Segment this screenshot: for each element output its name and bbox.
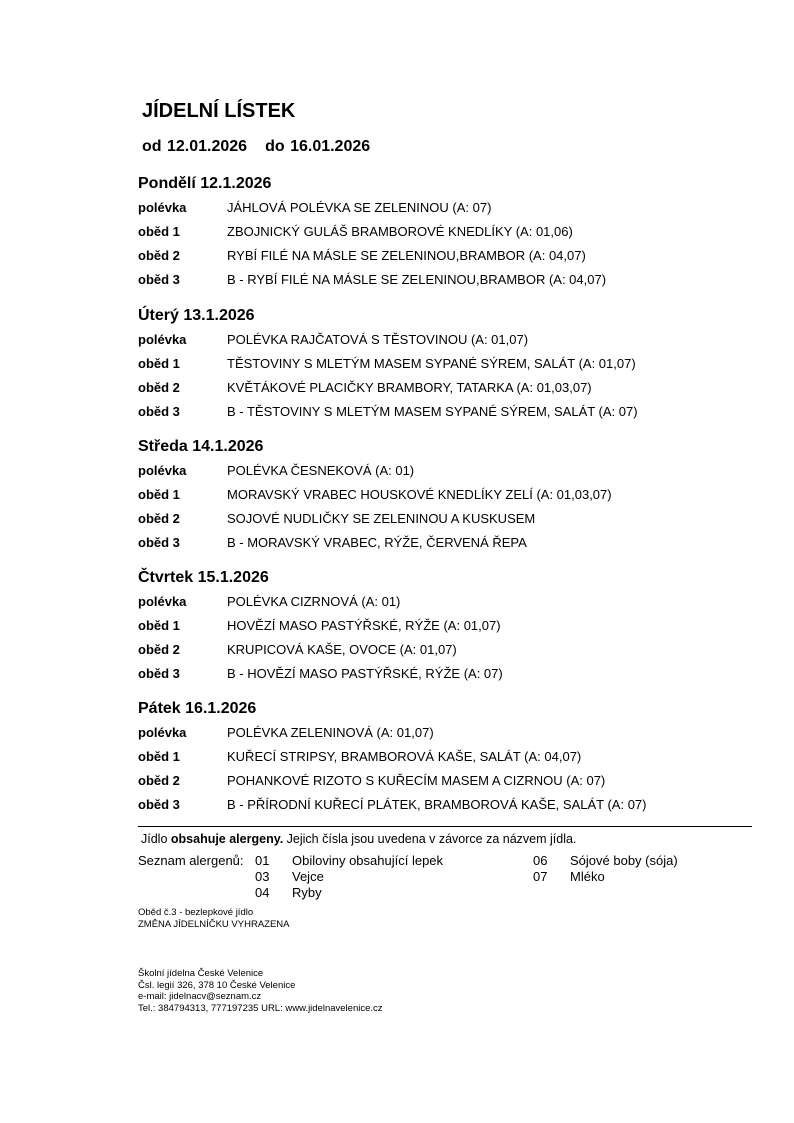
meal-label: oběd 3	[138, 404, 180, 419]
meal-name: KUŘECÍ STRIPSY, BRAMBOROVÁ KAŠE, SALÁT (A: 04,07)	[227, 749, 582, 764]
meal-name: POLÉVKA RAJČATOVÁ S TĚSTOVINOU (A: 01,07)	[227, 332, 529, 347]
menu-row	[138, 773, 778, 797]
footer-line: e-mail: jidelnacv@seznam.cz	[138, 991, 262, 1002]
date-from: od 12.01.2026	[142, 138, 248, 155]
menu-row	[138, 248, 778, 272]
meal-name: B - HOVĚZÍ MASO PASTÝŘSKÉ, RÝŽE (A: 07)	[227, 666, 503, 681]
meal-name: JÁHLOVÁ POLÉVKA SE ZELENINOU (A: 07)	[227, 200, 492, 215]
meal-label: polévka	[138, 332, 187, 347]
allergen-item	[255, 869, 324, 885]
meal-label: oběd 3	[138, 797, 180, 812]
remark-line: ZMĚNA JÍDELNÍČKU VYHRAZENA	[138, 918, 290, 930]
meal-name: POLÉVKA ZELENINOVÁ (A: 01,07)	[227, 725, 434, 740]
menu-row	[138, 535, 778, 559]
meal-name: B - RYBÍ FILÉ NA MÁSLE SE ZELENINOU,BRAMBOR (A: 04,07)	[227, 272, 607, 287]
menu-row	[138, 511, 778, 535]
meal-label: oběd 1	[138, 749, 180, 764]
allergen-item	[533, 853, 678, 869]
allergen-name: Vejce	[292, 869, 324, 884]
note-prefix: Jídlo	[141, 832, 171, 846]
footer-line: Čsl. legií 326, 378 10 České Velenice	[138, 979, 296, 991]
menu-row	[138, 463, 778, 487]
allergen-code: 07	[533, 869, 548, 884]
day-section	[138, 174, 778, 296]
remark-line: Oběd č.3 - bezlepkové jídlo	[138, 907, 254, 918]
allergen-item	[533, 869, 605, 885]
meal-name: KVĚTÁKOVÉ PLACIČKY BRAMBORY, TATARKA (A: 01,03,07)	[227, 380, 592, 395]
footer	[138, 968, 383, 1014]
allergen-item	[255, 885, 322, 901]
menu-row	[138, 797, 778, 821]
menu-row	[138, 594, 778, 618]
allergen-name: Obiloviny obsahující lepek	[292, 853, 444, 868]
meal-name: B - TĚSTOVINY S MLETÝM MASEM SYPANÉ SÝREM, SALÁT (A: 07)	[227, 404, 638, 419]
meal-label: polévka	[138, 594, 187, 609]
menu-row	[138, 332, 778, 356]
day-title: Středa 14.1.2026	[138, 438, 264, 455]
meal-label: oběd 1	[138, 356, 180, 371]
allergen-code: 04	[255, 885, 270, 900]
meal-name: POLÉVKA CIZRNOVÁ (A: 01)	[227, 594, 401, 609]
menu-row	[138, 356, 778, 380]
menu-row	[138, 272, 778, 296]
menu-row	[138, 380, 778, 404]
date-to: do 16.01.2026	[265, 138, 371, 155]
divider	[138, 826, 752, 827]
menu-row	[138, 725, 778, 749]
footer-line: Školní jídelna České Velenice	[138, 968, 264, 979]
meal-label: polévka	[138, 463, 187, 478]
meal-label: oběd 2	[138, 248, 180, 263]
allergen-item	[255, 853, 443, 869]
allergen-code: 01	[255, 853, 270, 868]
meal-label: oběd 2	[138, 773, 180, 788]
meal-name: TĚSTOVINY S MLETÝM MASEM SYPANÉ SÝREM, SALÁT (A: 01,07)	[227, 356, 636, 371]
day-title: Pátek 16.1.2026	[138, 700, 257, 717]
allergen-name: Sójové boby (sója)	[570, 853, 678, 868]
meal-name: POHANKOVÉ RIZOTO S KUŘECÍM MASEM A CIZRNOU (A: 07)	[227, 773, 606, 788]
allergen-note	[141, 832, 576, 846]
menu-row	[138, 749, 778, 773]
meal-label: oběd 1	[138, 487, 180, 502]
menu-row	[138, 642, 778, 666]
meal-name: ZBOJNICKÝ GULÁŠ BRAMBOROVÉ KNEDLÍKY (A: 01,06)	[227, 224, 573, 239]
meal-name: POLÉVKA ČESNEKOVÁ (A: 01)	[227, 463, 415, 478]
meal-label: oběd 2	[138, 380, 180, 395]
meal-name: HOVĚZÍ MASO PASTÝŘSKÉ, RÝŽE (A: 01,07)	[227, 618, 501, 633]
meal-name: RYBÍ FILÉ NA MÁSLE SE ZELENINOU,BRAMBOR (A: 04,07)	[227, 248, 586, 263]
menu-row	[138, 618, 778, 642]
date-range	[142, 138, 370, 156]
menu-row	[138, 404, 778, 428]
allergen-name: Mléko	[570, 869, 605, 884]
allergen-list-label: Seznam alergenů:	[138, 853, 244, 868]
meal-label: oběd 2	[138, 642, 180, 657]
meal-label: oběd 1	[138, 618, 180, 633]
meal-label: polévka	[138, 200, 187, 215]
page-title: JÍDELNÍ LÍSTEK	[142, 100, 296, 122]
remarks	[138, 907, 290, 930]
allergen-code: 06	[533, 853, 548, 868]
allergen-code: 03	[255, 869, 270, 884]
meal-label: oběd 3	[138, 666, 180, 681]
day-section	[138, 568, 778, 690]
day-title: Pondělí 12.1.2026	[138, 175, 272, 192]
meal-name: B - MORAVSKÝ VRABEC, RÝŽE, ČERVENÁ ŘEPA	[227, 535, 527, 550]
note-bold: obsahuje alergeny.	[170, 832, 284, 846]
meal-name: SOJOVÉ NUDLIČKY SE ZELENINOU A KUSKUSEM	[227, 511, 536, 526]
menu-row	[138, 666, 778, 690]
day-title: Čtvrtek 15.1.2026	[138, 569, 269, 586]
meal-label: oběd 3	[138, 535, 180, 550]
meal-label: oběd 1	[138, 224, 180, 239]
menu-row	[138, 487, 778, 511]
meal-label: oběd 3	[138, 272, 180, 287]
footer-line: Tel.: 384794313, 777197235 URL: www.jidelnavelenice.cz	[138, 1002, 383, 1014]
meal-name: KRUPICOVÁ KAŠE, OVOCE (A: 01,07)	[227, 642, 457, 657]
note-rest: Jejich čísla jsou uvedena v závorce za názvem jídla.	[283, 832, 577, 846]
allergen-name: Ryby	[292, 885, 322, 900]
meal-name: MORAVSKÝ VRABEC HOUSKOVÉ KNEDLÍKY ZELÍ (A: 01,03,07)	[227, 487, 612, 502]
day-section	[138, 699, 778, 821]
meal-name: B - PŘÍRODNÍ KUŘECÍ PLÁTEK, BRAMBOROVÁ KAŠE, SALÁT (A: 07)	[227, 797, 647, 812]
day-section	[138, 306, 778, 428]
day-title: Úterý 13.1.2026	[138, 307, 255, 324]
meal-label: oběd 2	[138, 511, 180, 526]
day-section	[138, 437, 778, 559]
menu-row	[138, 224, 778, 248]
menu-row	[138, 200, 778, 224]
meal-label: polévka	[138, 725, 187, 740]
